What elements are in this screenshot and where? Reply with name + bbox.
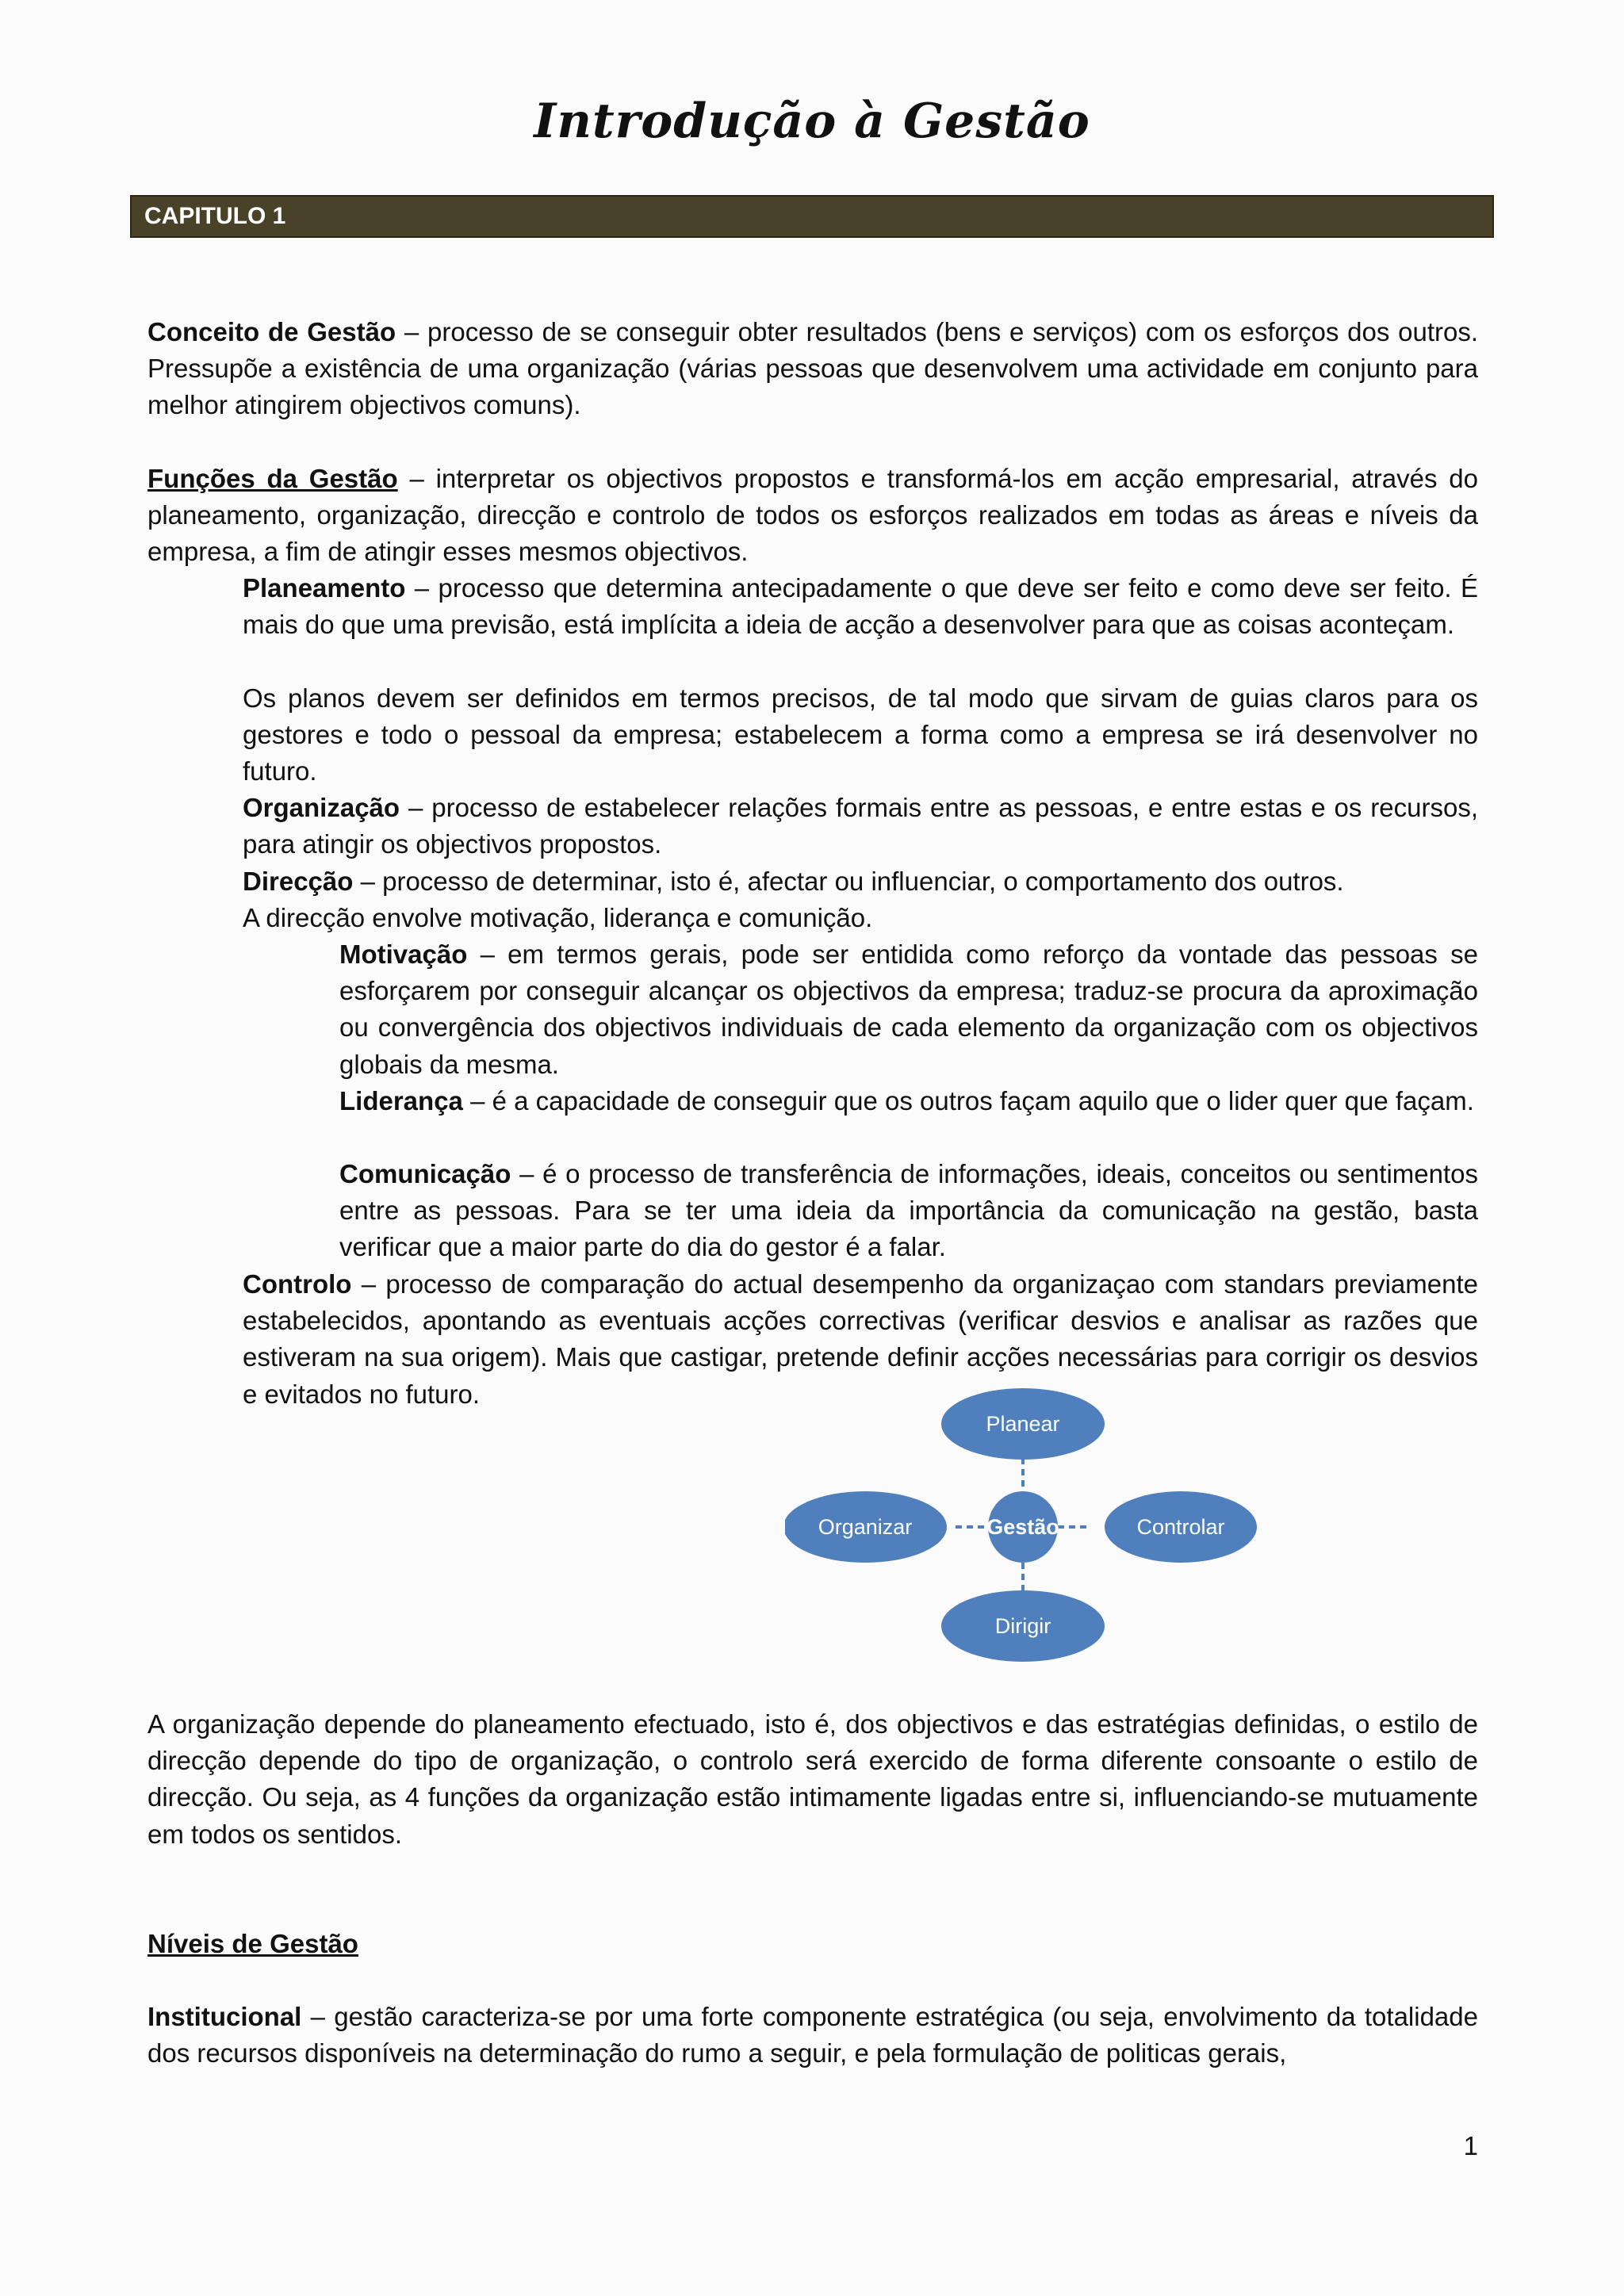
text-organizacao: – processo de estabelecer relações formais entre as pessoas, e entre estas e os recursos, para atingir os objectivos propostos. [243,793,1478,859]
paragraph-direccao [243,863,1478,900]
heading-niveis-text: Níveis de Gestão [147,1929,358,1958]
term-lideranca: Liderança [339,1086,463,1115]
term-funcoes: Funções da Gestão [147,464,398,493]
paragraph-planeamento [243,570,1478,643]
text-planeamento: – processo que determina antecipadamente o que deve ser feito e como deve ser feito. É mais do que uma previsão, está implícita a ideia de acção a desenvolver para que as coisas aconteçam. [243,573,1478,640]
paragraph-planeamento-extra: Os planos devem ser definidos em termos precisos, de tal modo que sirvam de guias claros para os gestores e todo o pessoal da empresa; estabelecem a forma como a empresa se irá desenvolver no futuro. [243,683,1478,786]
term-institucional: Institucional [147,2002,302,2031]
paragraph-conceito [147,314,1478,424]
paragraph-direccao-extra: A direcção envolve motivação, liderança e comunição. [243,903,873,932]
text-conceito: – processo de se conseguir obter resultados (bens e serviços) com os esforços dos outros. Pressupõe a existência de uma organização (várias pessoas que desenvolvem uma actividade em conjunto para melhor atingirem objectivos comuns). [147,317,1478,420]
text-direccao: – processo de determinar, isto é, afectar ou influenciar, o comportamento dos outros. [353,867,1344,896]
label-gestao: Gestão [986,1515,1059,1539]
page-number: 1 [1463,2131,1478,2160]
document-title: Introdução à Gestão [534,94,1090,149]
gestao-functions-diagram [785,1384,1261,1670]
text-funcoes: – interpretar os objectivos propostos e transformá-los em acção empresarial, através do planeamento, organização, direcção e controlo de todos os esforços realizados em todas as áreas e níveis da empresa, a fim de atingir esses mesmos objectivos. [147,464,1478,567]
term-controlo: Controlo [243,1269,352,1299]
paragraph-organizacao [243,790,1478,863]
term-motivacao: Motivação [339,939,468,969]
label-dirigir: Dirigir [994,1614,1051,1638]
chapter-heading: CAPITULO 1 [130,195,1494,238]
term-planeamento: Planeamento [243,573,406,603]
text-institucional: – gestão caracteriza-se por uma forte componente estratégica (ou seja, envolvimento da totalidade dos recursos disponíveis na determinação do rumo a seguir, e pela formulação de politicas gerais, [147,2002,1478,2068]
label-planear: Planear [986,1412,1060,1436]
paragraph-lideranca [339,1083,1478,1119]
paragraph-institucional [147,1999,1478,2072]
paragraph-summary: A organização depende do planeamento efectuado, isto é, dos objectivos e das estratégias definidas, o estilo de direcção depende do tipo de organização, o controlo será exercido de forma diferente consoante o estilo de direcção. Ou seja, as 4 funções da organização estão intimamente ligadas entre si, influenciando-se mutuamente em todos os sentidos. [147,1709,1478,1849]
text-controlo: – processo de comparação do actual desempenho da organizaçao com standars previamente estabelecidos, apontando as eventuais acções correctivas (verificar desvios e analisar as razões que estiveram na sua origem). Mais que castigar, pretende definir acções necessárias para corrigir os desvios e evitados no futuro. [243,1269,1478,1409]
paragraph-funcoes [147,461,1478,571]
term-conceito: Conceito de Gestão [147,317,396,346]
text-motivacao: – em termos gerais, pode ser entidida como reforço da vontade das pessoas se esforçarem por conseguir alcançar os objectivos da empresa; traduz-se procura da aproximação ou convergência dos objectivos individuais de cada elemento da organização com os objectivos globais da mesma. [339,939,1478,1079]
term-organizacao: Organização [243,793,400,822]
term-comunicacao: Comunicação [339,1159,511,1188]
label-organizar: Organizar [818,1515,913,1539]
heading-niveis [147,1926,1478,1962]
text-comunicacao: – é o processo de transferência de informações, ideais, conceitos ou sentimentos entre as pessoas. Para se ter uma ideia da importância da comunicação na gestão, basta verificar que a maior parte do dia do gestor é a falar. [339,1159,1478,1262]
term-direccao: Direcção [243,867,354,896]
label-controlar: Controlar [1136,1515,1225,1539]
paragraph-motivacao [339,936,1478,1083]
text-lideranca: – é a capacidade de conseguir que os outros façam aquilo que o lider quer que façam. [462,1086,1474,1115]
paragraph-comunicacao [339,1156,1478,1266]
